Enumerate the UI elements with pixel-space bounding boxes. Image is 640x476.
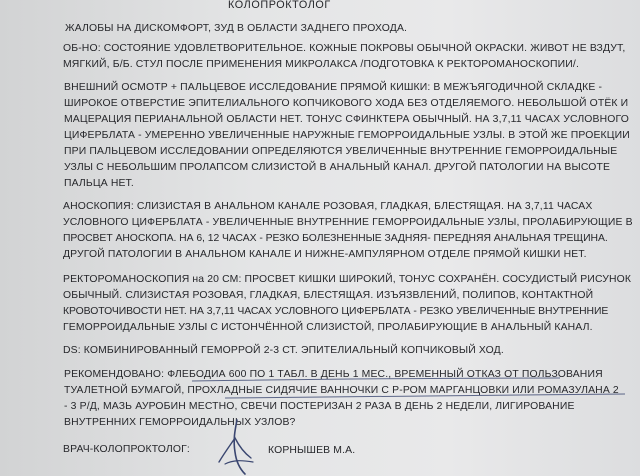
recommendations-line: - 3 Р/Д, МАЗЬ АУРОБИН МЕСТНО, СВЕЧИ ПОСТЕРИЗАН 2 РАЗА В ДЕНЬ 2 НЕДЕЛИ, ЛИГИРОВАНИЕ bbox=[64, 401, 575, 412]
external-exam-line: ПАЛЬЦА НЕТ. bbox=[64, 178, 134, 189]
complaints-text: ЖАЛОБЫ НА ДИСКОМФОРТ, ЗУД В ОБЛАСТИ ЗАДНЕГО ПРОХОДА. bbox=[65, 23, 408, 34]
external-exam-line: ЦИФЕРБЛАТА - УМЕРЕННО УВЕЛИЧЕННЫЕ НАРУЖНЫЕ ГЕМОРРОИДАЛЬНЫЕ УЗЛЫ. В ЭТОЙ ЖЕ ПРОЕКЦИИ bbox=[64, 130, 630, 141]
rectoscopy-line: РЕКТОРОМАНОСКОПИЯ на 20 СМ: ПРОСВЕТ КИШКИ ШИРОКИЙ, ТОНУС СОХРАНЁН. СОСУДИСТЫЙ РИСУНОК bbox=[63, 274, 632, 285]
recommendations-line: РЕКОМЕНДОВАНО: ФЛЕБОДИА 600 ПО 1 ТАБЛ. В ДЕНЬ 1 МЕС., ВРЕМЕННЫЙ ОТКАЗ ОТ ПОЛЬЗОВАНИЯ bbox=[64, 369, 603, 380]
recommendations-line: ТУАЛЕТНОЙ БУМАГОЙ, ПРОХЛАДНЫЕ СИДЯЧИЕ ВАННОЧКИ С Р-РОМ МАРГАНЦОВКИ ИЛИ РОМАЗУЛАНА 2 bbox=[64, 385, 619, 396]
external-exam-line: ШИРОКОЕ ОТВЕРСТИЕ ЭПИТЕЛИАЛЬНОГО КОПЧИКОВОГО ХОДА БЕЗ ОТДЕЛЯЕМОГО. НЕБОЛЬШОЙ ОТЁК И bbox=[64, 98, 629, 109]
general-status-line: ОБ-НО: СОСТОЯНИЕ УДОВЛЕТВОРИТЕЛЬНОЕ. КОЖНЫЕ ПОКРОВЫ ОБЫЧНОЙ ОКРАСКИ. ЖИВОТ НЕ ВЗДУТ, bbox=[63, 43, 626, 54]
general-status-line: МЯГКИЙ, Б/Б. СТУЛ ПОСЛЕ ПРИМЕНЕНИЯ МИКРОЛАКСА /ПОДГОТОВКА К РЕКТОРОМАНОСКОПИИ/. bbox=[63, 59, 579, 70]
recommendations-line: ВНУТРЕННИХ ГЕМОРРОИДАЛЬНЫХ УЗЛОВ? bbox=[64, 417, 296, 428]
signature-icon bbox=[205, 418, 265, 476]
external-exam-line: УЗЛЫ С НЕБОЛЬШИМ ПРОЛАПСОМ СЛИЗИСТОЙ В АНАЛЬНЫЙ КАНАЛ. ДРУГОЙ ПАТОЛОГИИ НА ВЫСОТЕ bbox=[64, 162, 611, 173]
diagnosis-text: DS: КОМБИНИРОВАННЫЙ ГЕМОРРОЙ 2-3 СТ. ЭПИТЕЛИАЛЬНЫЙ КОПЧИКОВЫЙ ХОД. bbox=[63, 345, 504, 356]
anoscopy-line: ДРУГОЙ ПАТОЛОГИИ В АНАЛЬНОМ КАНАЛЕ И НИЖНЕ-АМПУЛЯРНОМ ОТДЕЛЕ ПРЯМОЙ КИШКИ НЕТ. bbox=[63, 249, 587, 260]
doctor-name: КОРНЫШЕВ М.А. bbox=[268, 445, 356, 456]
anoscopy-line: ПРОСВЕТ АНОСКОПА. НА 6, 12 ЧАСАХ - РЕЗКО БОЛЕЗНЕННЫЕ ЗАДНЯЯ- ПЕРЕДНЯЯ АНАЛЬНАЯ ТРЕЩИНА. bbox=[63, 233, 608, 244]
anoscopy-line: АНОСКОПИЯ: СЛИЗИСТАЯ В АНАЛЬНОМ КАНАЛЕ РОЗОВАЯ, ГЛАДКАЯ, БЛЕСТЯЩАЯ. НА 3,7,11 ЧАСАХ bbox=[63, 201, 593, 212]
external-exam-line: ВНЕШНИЙ ОСМОТР + ПАЛЬЦЕВОЕ ИССЛЕДОВАНИЕ ПРЯМОЙ КИШКИ: В МЕЖЪЯГОДИЧНОЙ СКЛАДКЕ - bbox=[64, 82, 603, 93]
rectoscopy-line: ГЕМОРРОИДАЛЬНЫЕ УЗЛЫ С ИСТОНЧЁННОЙ СЛИЗИСТОЙ, ПРОЛАБИРУЮЩИЕ В АНАЛЬНЫЙ КАНАЛ. bbox=[63, 322, 593, 333]
doctor-title-label: ВРАЧ-КОЛОПРОКТОЛОГ: bbox=[63, 444, 190, 455]
anoscopy-line: УСЛОВНОГО ЦИФЕРБЛАТА - УВЕЛИЧЕННЫЕ ВНУТРЕННИЕ ГЕМОРРОИДАЛЬНЫЕ УЗЛЫ, ПРОЛАБИРУЮЩИЕ В bbox=[63, 217, 633, 228]
rectoscopy-line: КРОВОТОЧИВОСТИ НЕТ. НА 3,7,11 ЧАСАХ УСЛОВНОГО ЦИФЕРБЛАТА - РЕЗКО УВЕЛИЧЕННЫЕ ВНУТРЕННИЕ bbox=[63, 306, 609, 317]
rectoscopy-line: ОБЫЧНЫЙ. СЛИЗИСТАЯ РОЗОВАЯ, ГЛАДКАЯ, БЛЕСТЯЩАЯ. ИЗЪЯЗВЛЕНИЙ, ПОЛИПОВ, КОНТАКТНОЙ bbox=[63, 290, 594, 301]
page-title: КОЛОПРОКТОЛОГ bbox=[228, 0, 331, 11]
external-exam-line: МАЦЕРАЦИЯ ПЕРИАНАЛЬНОЙ ОБЛАСТИ НЕТ. ТОНУС СФИНКТЕРА ОБЫЧНЫЙ. НА 3,7,11 ЧАСАХ УСЛОВНОГО bbox=[64, 114, 629, 125]
external-exam-line: ПРИ ПАЛЬЦЕВОМ ИССЛЕДОВАНИИ ОПРЕДЕЛЯЮТСЯ УВЕЛИЧЕННЫЕ ВНУТРЕННИЕ ГЕМОРРОИДАЛЬНЫЕ bbox=[64, 146, 618, 157]
